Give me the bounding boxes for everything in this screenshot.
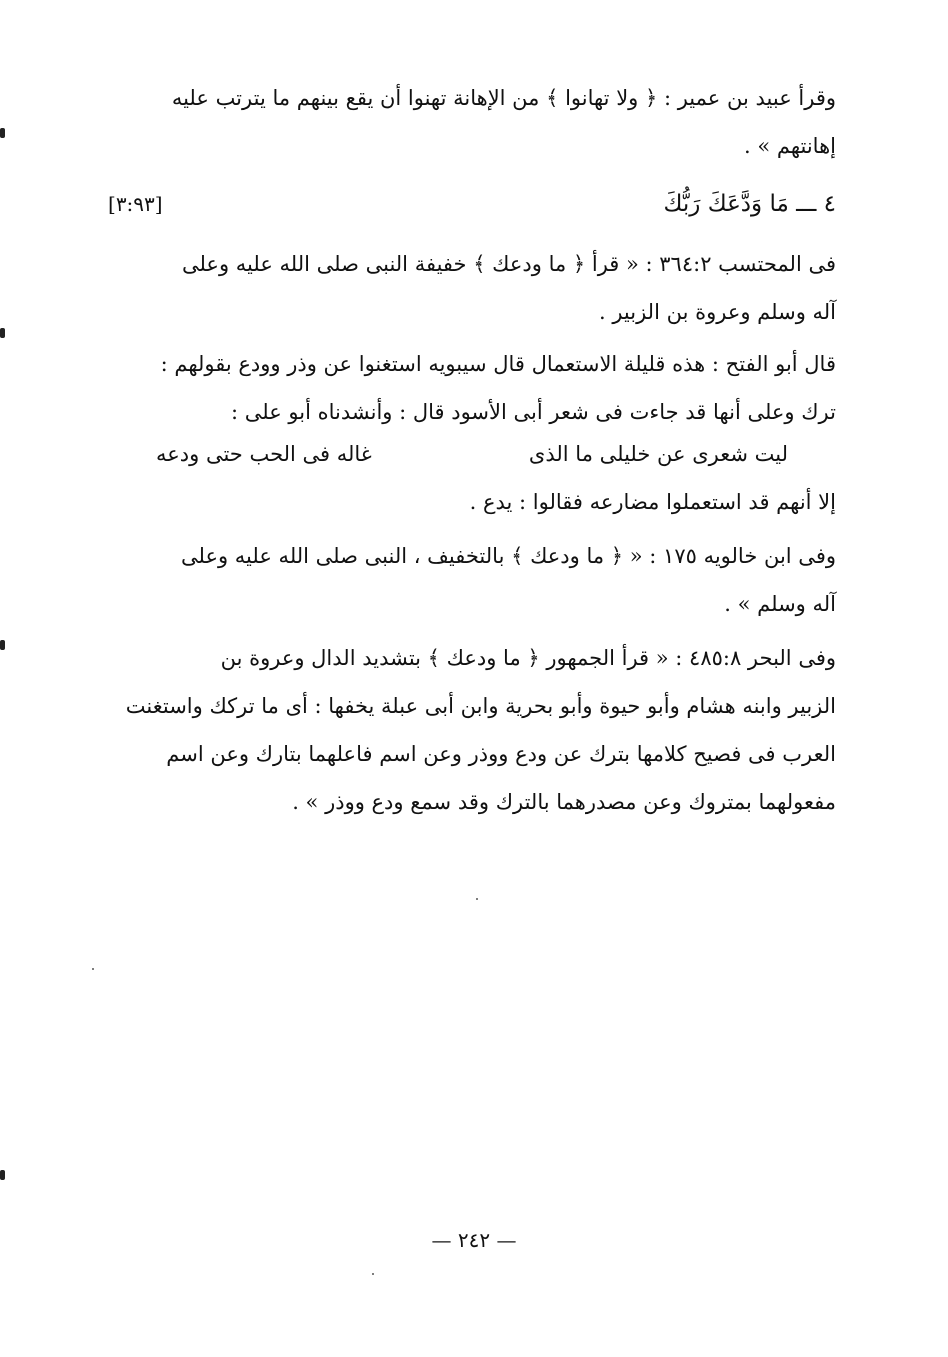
paragraph-muhtasib — [108, 240, 836, 336]
poem-second-hemistich: غاله فى الحب حتى ودعه — [156, 442, 372, 466]
page-number: — ٢٤٢ — — [431, 1228, 517, 1252]
poem-first-hemistich: ليت شعرى عن خليلى ما الذى — [528, 442, 788, 466]
paragraph-al-bahr — [108, 634, 836, 826]
paragraph-line: فى المحتسب ٣٦٤:٢ : « قرأ ﴿ ما ودعك ﴾ خفيفة النبى صلى الله عليه وعلى — [181, 252, 836, 276]
scan-edge-mark — [0, 1170, 5, 1180]
scan-edge-mark — [0, 128, 5, 138]
paragraph-line: آله وسلم » . — [724, 592, 836, 616]
paragraph-line: مفعولهما بمتروك وعن مصدرهما بالترك وقد سمع ودع ووذر » . — [292, 790, 836, 814]
paragraph-line: ترك وعلى أنها قد جاءت فى شعر أبى الأسود قال : وأنشدناه أبو على : — [231, 400, 836, 424]
paragraph-line: الزبير وابنه هشام وأبو حيوة وأبو بحرية وابن أبى عبلة يخفها : أى ما تركك واستغنت — [125, 694, 836, 718]
paragraph-ubaid-reading — [108, 74, 836, 170]
paragraph-line: آله وسلم وعروة بن الزبير . — [598, 300, 836, 324]
scan-speck — [476, 898, 478, 900]
scan-edge-mark — [0, 328, 5, 338]
paragraph-line: العرب فى فصيح كلامها بترك عن ودع ووذر وعن اسم فاعلهما بتارك وعن اسم — [166, 742, 836, 766]
paragraph-line: قال أبو الفتح : هذه قليلة الاستعمال قال سيبويه استغنوا عن وذر وودع بقولهم : — [160, 352, 836, 376]
paragraph-line: وقرأ عبيد بن عمير : ﴿ ولا تهانوا ﴾ من الإهانة تهنوا أن يقع بينهم ما يترتب عليه — [171, 86, 836, 110]
paragraph-line: وفى ابن خالويه ١٧٥ : « ﴿ ما ودعك ﴾ بالتخفيف ، النبى صلى الله عليه وعلى — [181, 544, 836, 568]
paragraph-abu-alfath — [108, 340, 836, 436]
poem-verse — [140, 432, 788, 476]
paragraph-line: إهانتهم » . — [743, 134, 836, 158]
verse-title: ٤ ـــ مَا وَدَّعَكَ رَبُّكَ — [663, 191, 836, 217]
paragraph-abu-alfath-continued — [108, 478, 836, 526]
paragraph-ibn-khalawayh — [108, 532, 836, 628]
scan-speck — [372, 1273, 374, 1275]
verse-reference: [٣:٩٣] — [108, 192, 163, 216]
paragraph-line: وفى البحر ٤٨٥:٨ : « قرأ الجمهور ﴿ ما ودعك ﴾ بتشديد الدال وعروة بن — [220, 646, 836, 670]
scan-edge-mark — [0, 640, 5, 650]
paragraph-line: إلا أنهم قد استعملوا مضارعه فقالوا : يدع . — [469, 490, 836, 514]
scan-speck — [92, 968, 94, 970]
verse-heading — [108, 182, 836, 226]
